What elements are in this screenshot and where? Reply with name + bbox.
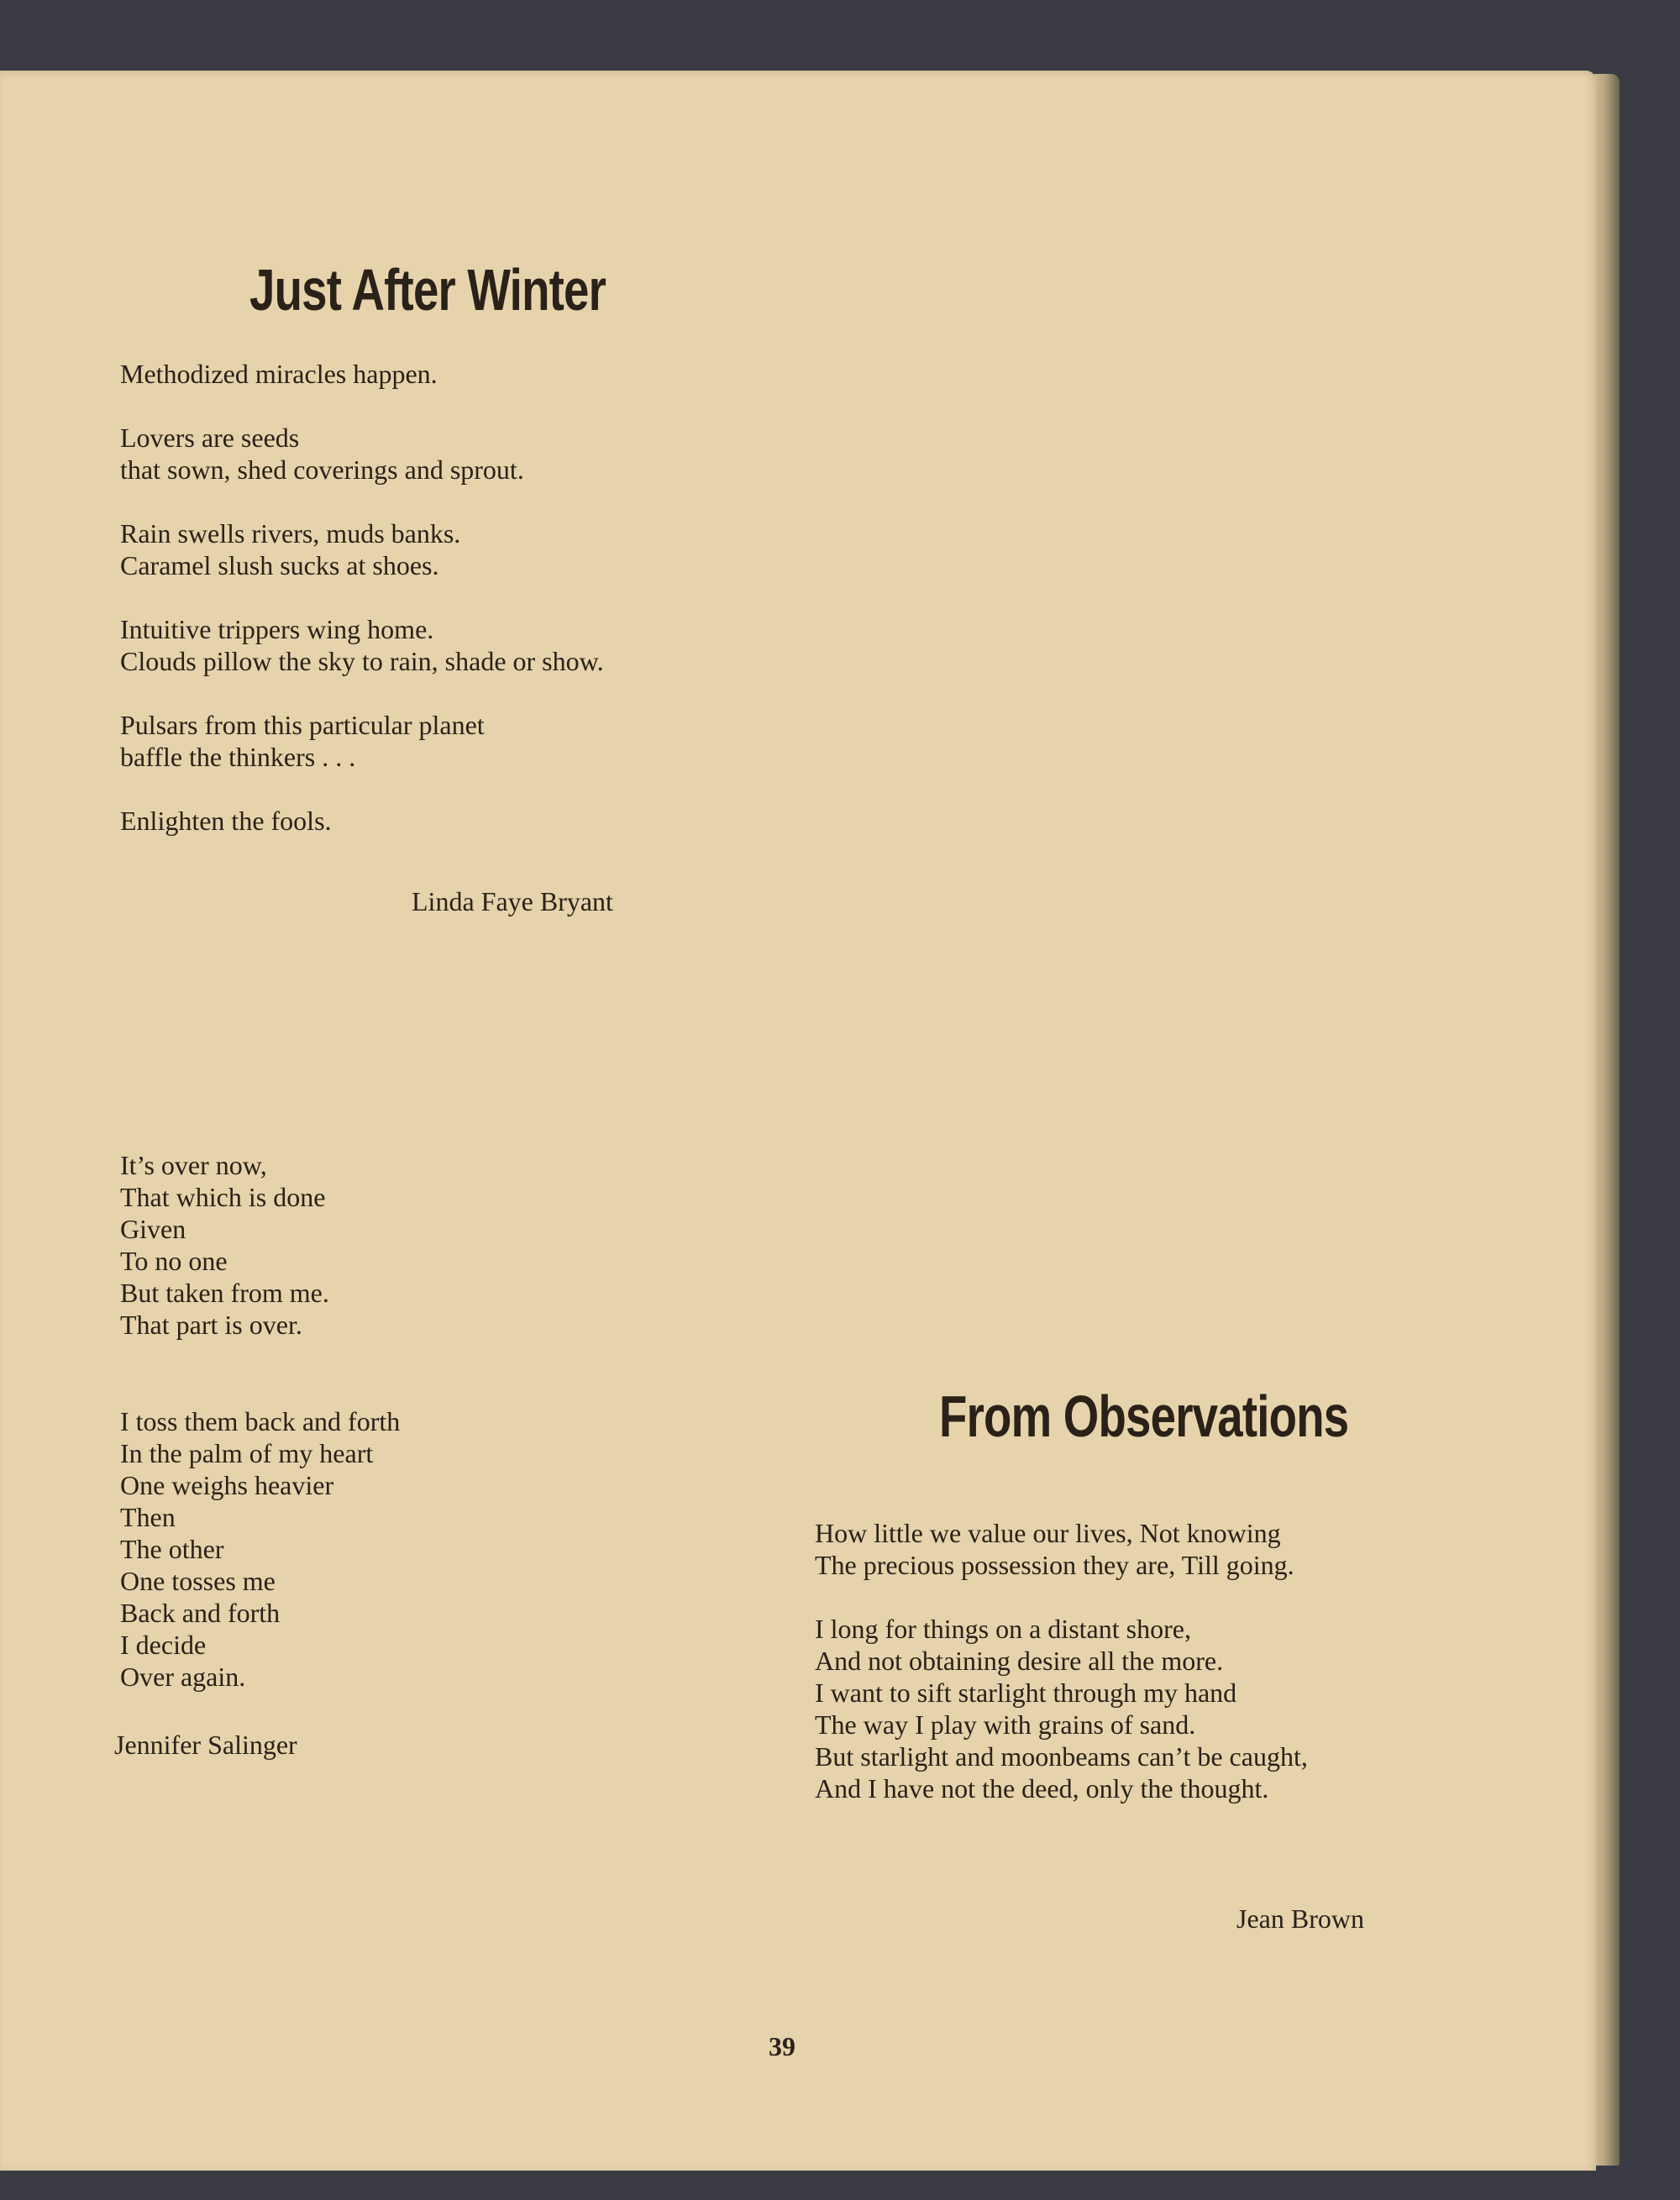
poem-line: Enlighten the fools.: [120, 806, 332, 836]
poem3-stanza-2: [815, 1613, 1308, 1804]
poem2-author: Jennifer Salinger: [114, 1730, 297, 1760]
poem-line: Clouds pillow the sky to rain, shade or show.: [120, 646, 604, 676]
poem-line: Rain swells rivers, muds banks.: [120, 518, 461, 549]
poem-line: The way I play with grains of sand.: [815, 1709, 1196, 1740]
poem-line: It’s over now,: [120, 1150, 267, 1180]
poem1-author: Linda Faye Bryant: [412, 886, 613, 916]
poem3-author: Jean Brown: [1236, 1903, 1364, 1934]
poem-line: To no one: [120, 1246, 228, 1276]
poem-line: But taken from me.: [120, 1278, 329, 1308]
poem1-stanza-4: [120, 613, 604, 677]
poem2-stanza-2: [120, 1405, 400, 1693]
poem-line: That which is done: [120, 1182, 326, 1212]
poem-line: Lovers are seeds: [120, 423, 300, 453]
poem-line: Intuitive trippers wing home.: [120, 614, 434, 644]
poem-line: that sown, shed coverings and sprout.: [120, 454, 524, 485]
poem3-stanza-1: [815, 1517, 1294, 1581]
page-number: 39: [769, 2031, 795, 2061]
poem1-stanza-1: [120, 358, 438, 390]
poem-line: Then: [120, 1502, 176, 1532]
poem-title-just-after-winter: Just After Winter: [249, 257, 606, 323]
poem1-stanza-3: [120, 517, 460, 581]
poem-line: I decide: [120, 1630, 207, 1660]
poem-line: I toss them back and forth: [120, 1406, 401, 1436]
poem-line: Over again.: [120, 1662, 246, 1692]
poem-line: But starlight and moonbeams can’t be caught,: [815, 1741, 1308, 1772]
poem1-stanza-6: [120, 805, 332, 837]
poem-line: In the palm of my heart: [120, 1438, 374, 1468]
poem-line: One weighs heavier: [120, 1470, 334, 1500]
page-edge: [1594, 74, 1620, 2166]
poem-title-from-observations: From Observations: [939, 1384, 1349, 1449]
poem-line: How little we value our lives, Not knowing: [815, 1518, 1281, 1548]
poem-line: Pulsars from this particular planet: [120, 710, 485, 740]
poem-line: I want to sift starlight through my hand: [815, 1678, 1237, 1708]
poem-line: Caramel slush sucks at shoes.: [120, 550, 439, 580]
poem-line: Back and forth: [120, 1598, 281, 1628]
poem-line: That part is over.: [120, 1310, 302, 1340]
poem-line: Given: [120, 1214, 186, 1244]
poem2-stanza-1: [120, 1149, 329, 1341]
poem1-stanza-5: [120, 709, 485, 773]
poem-line: And not obtaining desire all the more.: [815, 1646, 1224, 1676]
poem-line: baffle the thinkers . . .: [120, 742, 356, 772]
poem-line: Methodized miracles happen.: [120, 359, 438, 389]
poem-line: And I have not the deed, only the thought.: [815, 1773, 1269, 1804]
poem-line: The precious possession they are, Till going.: [815, 1550, 1294, 1580]
poem-line: One tosses me: [120, 1566, 276, 1596]
poem-line: The other: [120, 1534, 224, 1564]
poem1-stanza-2: [120, 422, 524, 486]
poem-line: I long for things on a distant shore,: [815, 1614, 1191, 1644]
